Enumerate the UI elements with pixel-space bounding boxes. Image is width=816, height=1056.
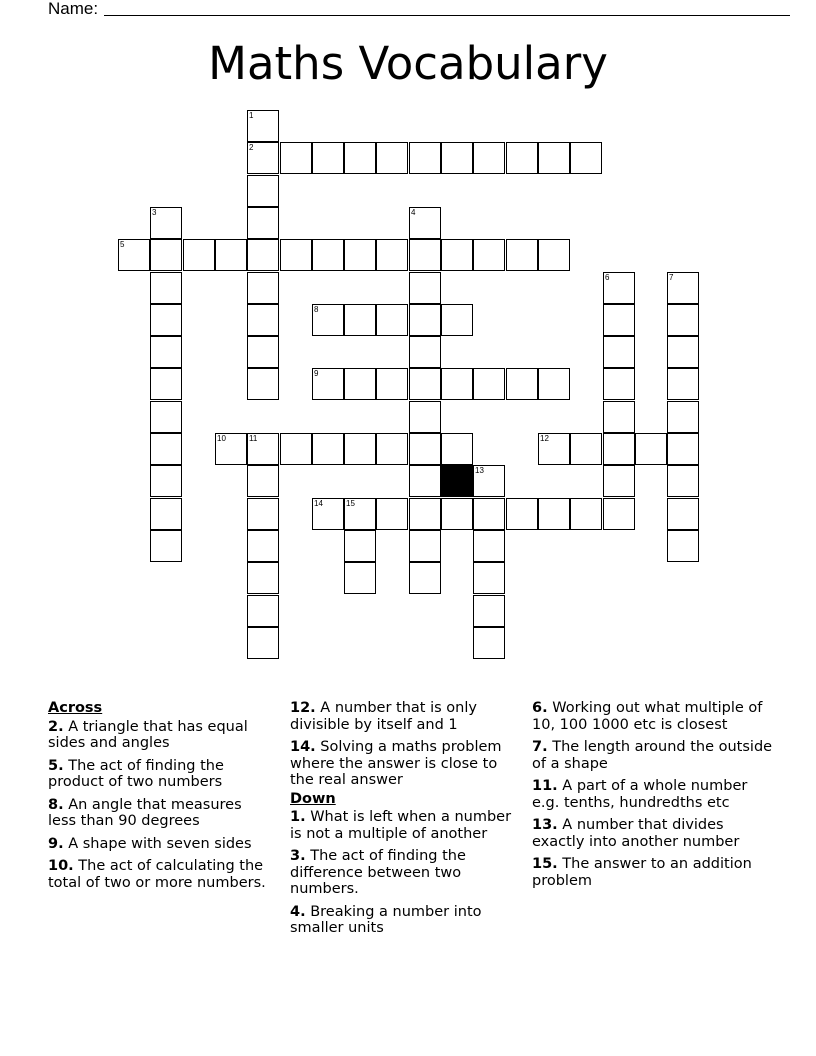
crossword-cell[interactable] bbox=[247, 595, 279, 627]
crossword-cell[interactable] bbox=[409, 433, 441, 465]
page-title: Maths Vocabulary bbox=[208, 37, 608, 90]
cell-number: 12 bbox=[540, 434, 549, 443]
clue-down-11: 11. A part of a whole number e.g. tenths, hundredths etc bbox=[532, 778, 748, 811]
crossword-cell[interactable] bbox=[667, 498, 699, 530]
crossword-cell[interactable] bbox=[441, 304, 473, 336]
crossword-cell[interactable] bbox=[344, 498, 376, 530]
crossword-cell[interactable] bbox=[376, 142, 408, 174]
crossword-cell[interactable] bbox=[667, 401, 699, 433]
down-heading: Down bbox=[290, 790, 336, 807]
crossword-cell[interactable] bbox=[247, 175, 279, 207]
crossword-cell[interactable] bbox=[247, 530, 279, 562]
crossword-cell[interactable] bbox=[150, 239, 182, 271]
clue-across-10: 10. The act of calculating the total of two or more numbers. bbox=[48, 858, 266, 891]
crossword-cell[interactable] bbox=[667, 304, 699, 336]
crossword-cell[interactable] bbox=[376, 368, 408, 400]
crossword-cell[interactable] bbox=[506, 239, 538, 271]
name-label: Name: bbox=[48, 0, 99, 18]
crossword-cell[interactable] bbox=[344, 368, 376, 400]
crossword-cell[interactable] bbox=[247, 207, 279, 239]
crossword-cell[interactable] bbox=[570, 142, 602, 174]
crossword-cell[interactable] bbox=[409, 272, 441, 304]
cell-number: 5 bbox=[120, 240, 125, 249]
crossword-cell[interactable] bbox=[603, 368, 635, 400]
crossword-cell[interactable] bbox=[603, 304, 635, 336]
crossword-cell[interactable] bbox=[344, 142, 376, 174]
crossword-cell[interactable] bbox=[409, 465, 441, 497]
clue-down-1: 1. What is left when a number is not a multiple of another bbox=[290, 809, 512, 842]
crossword-cell[interactable] bbox=[603, 336, 635, 368]
crossword-cell[interactable] bbox=[570, 433, 602, 465]
across-heading: Across bbox=[48, 700, 103, 716]
crossword-cell[interactable] bbox=[376, 239, 408, 271]
crossword-cell[interactable] bbox=[667, 368, 699, 400]
crossword-cell[interactable] bbox=[247, 110, 279, 142]
crossword-cell[interactable] bbox=[538, 433, 570, 465]
crossword-cell[interactable] bbox=[506, 368, 538, 400]
crossword-cell[interactable] bbox=[603, 272, 635, 304]
crossword-cell[interactable] bbox=[473, 627, 505, 659]
crossword-cell[interactable] bbox=[473, 595, 505, 627]
crossword-cell[interactable] bbox=[409, 304, 441, 336]
crossword-cell[interactable] bbox=[473, 465, 505, 497]
crossword-cell[interactable] bbox=[473, 498, 505, 530]
crossword-cell[interactable] bbox=[376, 433, 408, 465]
cell-number: 7 bbox=[669, 273, 674, 282]
crossword-cell[interactable] bbox=[280, 433, 312, 465]
clue-across-9: 9. A shape with seven sides bbox=[48, 835, 252, 852]
clue-down-4: 4. Breaking a number into smaller units bbox=[290, 903, 482, 936]
cell-number: 9 bbox=[314, 369, 319, 378]
cell-number: 11 bbox=[249, 434, 258, 443]
cell-number: 8 bbox=[314, 305, 319, 314]
crossword-cell[interactable] bbox=[247, 433, 279, 465]
crossword-cell[interactable] bbox=[247, 142, 279, 174]
clue-down-7: 7. The length around the outside of a shape bbox=[532, 739, 773, 772]
crossword-cell[interactable] bbox=[247, 627, 279, 659]
crossword-cell[interactable] bbox=[441, 433, 473, 465]
crossword-cell[interactable] bbox=[150, 304, 182, 336]
crossword-cell[interactable] bbox=[473, 562, 505, 594]
crossword-cell[interactable] bbox=[667, 433, 699, 465]
crossword-cell[interactable] bbox=[150, 368, 182, 400]
crossword-cell[interactable] bbox=[409, 562, 441, 594]
crossword-cell[interactable] bbox=[312, 368, 344, 400]
crossword-cell[interactable] bbox=[312, 433, 344, 465]
crossword-cell[interactable] bbox=[603, 433, 635, 465]
crossword-cell[interactable] bbox=[473, 239, 505, 271]
crossword-cell[interactable] bbox=[344, 239, 376, 271]
cell-number: 1 bbox=[249, 111, 254, 120]
cell-number: 6 bbox=[605, 273, 610, 282]
crossword-cell[interactable] bbox=[344, 530, 376, 562]
clue-down-6: 6. Working out what multiple of 10, 100 1000 etc is closest bbox=[532, 700, 763, 733]
crossword-cell[interactable] bbox=[280, 142, 312, 174]
clue-down-3: 3. The act of finding the difference between two numbers. bbox=[290, 848, 466, 897]
clues-column-3 bbox=[532, 700, 777, 895]
crossword-cell[interactable] bbox=[603, 498, 635, 530]
crossword-cell[interactable] bbox=[247, 498, 279, 530]
cell-number: 3 bbox=[152, 208, 157, 217]
crossword-cell[interactable] bbox=[409, 368, 441, 400]
crossword-cell[interactable] bbox=[150, 207, 182, 239]
cell-number: 13 bbox=[475, 466, 484, 475]
crossword-cell[interactable] bbox=[150, 336, 182, 368]
crossword-cell[interactable] bbox=[409, 401, 441, 433]
crossword-cell[interactable] bbox=[473, 142, 505, 174]
crossword-block bbox=[441, 465, 473, 497]
crossword-cell[interactable] bbox=[667, 530, 699, 562]
crossword-cell[interactable] bbox=[538, 239, 570, 271]
crossword-cell[interactable] bbox=[473, 530, 505, 562]
crossword-cell[interactable] bbox=[603, 401, 635, 433]
crossword-cell[interactable] bbox=[247, 304, 279, 336]
crossword-cell[interactable] bbox=[409, 336, 441, 368]
crossword-cell[interactable] bbox=[312, 304, 344, 336]
crossword-cell[interactable] bbox=[150, 401, 182, 433]
crossword-cell[interactable] bbox=[150, 530, 182, 562]
crossword-cell[interactable] bbox=[150, 498, 182, 530]
crossword-cell[interactable] bbox=[441, 498, 473, 530]
crossword-cell[interactable] bbox=[441, 142, 473, 174]
clues-column-2 bbox=[290, 700, 520, 943]
crossword-cell[interactable] bbox=[312, 498, 344, 530]
clue-across-5: 5. The act of finding the product of two numbers bbox=[48, 757, 224, 790]
clue-across-2: 2. A triangle that has equal sides and angles bbox=[48, 718, 248, 751]
crossword-cell[interactable] bbox=[538, 368, 570, 400]
crossword-cell[interactable] bbox=[376, 304, 408, 336]
crossword-cell[interactable] bbox=[667, 336, 699, 368]
clue-down-13: 13. A number that divides exactly into another number bbox=[532, 817, 740, 850]
crossword-cell[interactable] bbox=[376, 498, 408, 530]
crossword-cell[interactable] bbox=[150, 433, 182, 465]
crossword-cell[interactable] bbox=[344, 304, 376, 336]
crossword-cell[interactable] bbox=[344, 433, 376, 465]
crossword-cell[interactable] bbox=[280, 239, 312, 271]
clue-across-8: 8. An angle that measures less than 90 degrees bbox=[48, 796, 242, 829]
crossword-cell[interactable] bbox=[150, 272, 182, 304]
cell-number: 15 bbox=[346, 499, 355, 508]
crossword-cell[interactable] bbox=[473, 368, 505, 400]
crossword-cell[interactable] bbox=[570, 498, 602, 530]
crossword-cell[interactable] bbox=[409, 239, 441, 271]
crossword-cell[interactable] bbox=[409, 142, 441, 174]
crossword-cell[interactable] bbox=[215, 239, 247, 271]
crossword-cell[interactable] bbox=[183, 239, 215, 271]
crossword-cell[interactable] bbox=[215, 433, 247, 465]
cell-number: 2 bbox=[249, 143, 254, 152]
cell-number: 4 bbox=[411, 208, 416, 217]
crossword-cell[interactable] bbox=[538, 142, 570, 174]
crossword-cell[interactable] bbox=[603, 465, 635, 497]
crossword-cell[interactable] bbox=[247, 368, 279, 400]
clue-across-14: 14. Solving a maths problem where the answer is close to the real answer bbox=[290, 739, 502, 788]
crossword-cell[interactable] bbox=[344, 562, 376, 594]
crossword-cell[interactable] bbox=[409, 530, 441, 562]
crossword-cell[interactable] bbox=[538, 498, 570, 530]
crossword-cell[interactable] bbox=[667, 465, 699, 497]
cell-number: 10 bbox=[217, 434, 226, 443]
crossword-cell[interactable] bbox=[118, 239, 150, 271]
crossword-cell[interactable] bbox=[150, 465, 182, 497]
crossword-cell[interactable] bbox=[441, 239, 473, 271]
crossword-cell[interactable] bbox=[312, 239, 344, 271]
crossword-cell[interactable] bbox=[312, 142, 344, 174]
clue-down-15: 15. The answer to an addition problem bbox=[532, 856, 752, 889]
cell-number: 14 bbox=[314, 499, 323, 508]
crossword-cell[interactable] bbox=[247, 239, 279, 271]
crossword-cell[interactable] bbox=[409, 207, 441, 239]
crossword-cell[interactable] bbox=[247, 272, 279, 304]
clue-across-12: 12. A number that is only divisible by itself and 1 bbox=[290, 700, 477, 733]
crossword-cell[interactable] bbox=[247, 562, 279, 594]
crossword-cell[interactable] bbox=[667, 272, 699, 304]
crossword-cell[interactable] bbox=[247, 465, 279, 497]
crossword-cell[interactable] bbox=[506, 498, 538, 530]
clues-column-1 bbox=[48, 700, 273, 897]
crossword-cell[interactable] bbox=[635, 433, 667, 465]
crossword-cell[interactable] bbox=[247, 336, 279, 368]
crossword-cell[interactable] bbox=[441, 368, 473, 400]
crossword-cell[interactable] bbox=[506, 142, 538, 174]
crossword-cell[interactable] bbox=[409, 498, 441, 530]
